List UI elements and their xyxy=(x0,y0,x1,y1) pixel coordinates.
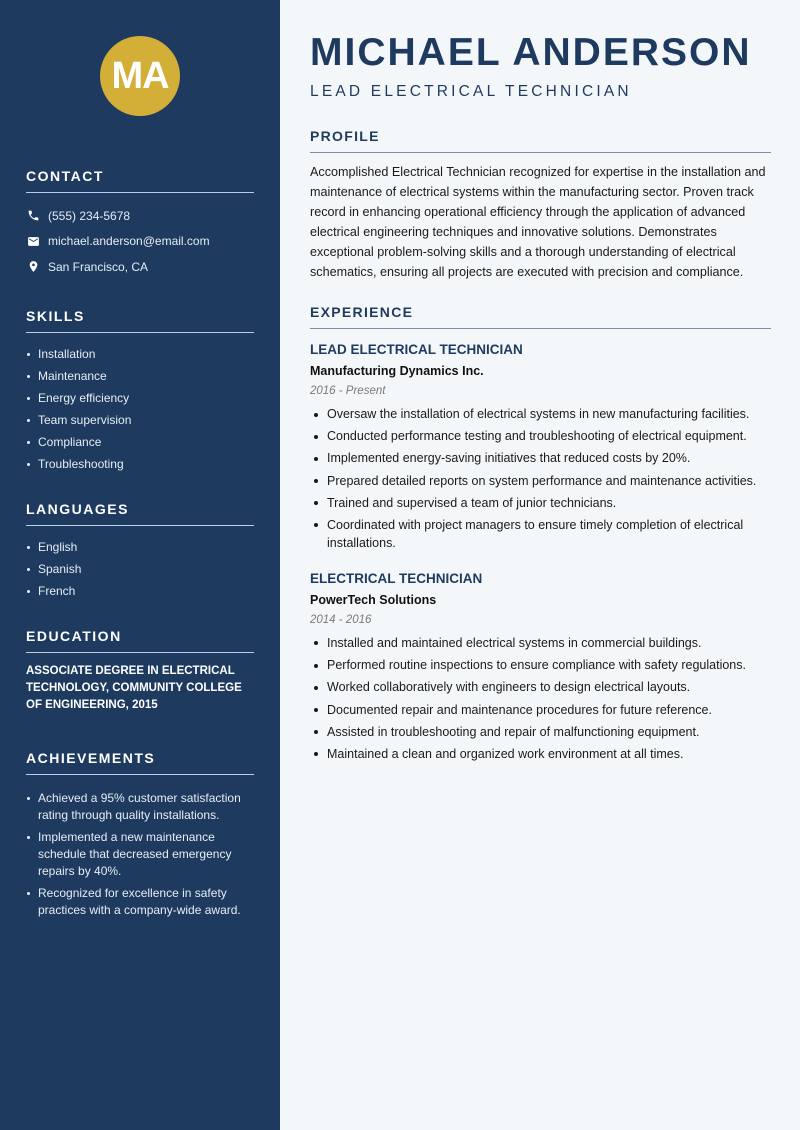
skill-item: Team supervision xyxy=(26,409,254,431)
language-item: Spanish xyxy=(26,558,254,580)
education-entry: ASSOCIATE DEGREE IN ELECTRICAL TECHNOLOGY, COMMUNITY COLLEGE OF ENGINEERING, 2015 xyxy=(26,664,242,711)
achievements-heading: ACHIEVEMENTS xyxy=(26,750,254,775)
company-name: PowerTech Solutions xyxy=(310,592,437,607)
location-text: San Francisco, CA xyxy=(48,259,149,274)
experience-section xyxy=(310,304,771,763)
achievements-list xyxy=(26,790,254,919)
phone-text[interactable]: (555) 234-5678 xyxy=(48,208,131,223)
languages-section xyxy=(26,501,254,602)
contact-email xyxy=(26,229,254,255)
duty-item: Documented repair and maintenance procedures for future reference. xyxy=(310,701,771,719)
profile-summary: Accomplished Electrical Technician recognized for expertise in the installation and maintenance of electrical systems within the manufacturing sector. Proven track record in enhancing operational efficiency through the application of advanced electrical engineering techniques and innovative solutions. Demonstrates exceptional problem-solving skills and a thorough understanding of electrical schematics, ensuring all projects are executed with precision and compliance. xyxy=(310,165,766,279)
job-dates: 2014 - 2016 xyxy=(310,613,372,626)
candidate-name: MICHAEL ANDERSON xyxy=(310,31,752,74)
duty-item: Assisted in troubleshooting and repair of malfunctioning equipment. xyxy=(310,723,771,741)
phone-icon xyxy=(26,209,40,223)
sidebar xyxy=(0,0,280,1130)
skill-item: Energy efficiency xyxy=(26,387,254,409)
main-content xyxy=(280,0,800,1130)
contact-location xyxy=(26,254,254,280)
skill-item: Troubleshooting xyxy=(26,453,254,475)
education-section xyxy=(26,628,254,714)
skill-item: Installation xyxy=(26,343,254,365)
profile-section xyxy=(310,128,771,282)
job-dates: 2016 - Present xyxy=(310,385,386,397)
duty-item: Worked collaboratively with engineers to design electrical layouts. xyxy=(310,678,771,696)
avatar-initials: MA xyxy=(111,54,169,97)
duty-item: Prepared detailed reports on system performance and maintenance activities. xyxy=(310,472,771,490)
languages-heading: LANGUAGES xyxy=(26,501,254,526)
duty-item: Installed and maintained electrical systems in commercial buildings. xyxy=(310,634,771,652)
skills-list xyxy=(26,343,254,475)
email-text[interactable]: michael.anderson@email.com xyxy=(48,234,210,249)
job-duties xyxy=(310,405,771,552)
language-item: French xyxy=(26,580,254,602)
email-icon xyxy=(26,234,40,248)
job-title: LEAD ELECTRICAL TECHNICIAN xyxy=(310,342,523,357)
languages-list xyxy=(26,536,254,602)
contact-heading: CONTACT xyxy=(26,168,254,193)
contact-section xyxy=(26,168,254,280)
location-pin-icon xyxy=(26,260,40,274)
duty-item: Performed routine inspections to ensure compliance with safety regulations. xyxy=(310,656,771,674)
job-duties xyxy=(310,634,771,763)
duty-item: Oversaw the installation of electrical systems in new manufacturing facilities. xyxy=(310,405,771,423)
job-title: ELECTRICAL TECHNICIAN xyxy=(310,570,483,586)
skills-section xyxy=(26,308,254,475)
achievements-section xyxy=(26,750,254,919)
achievement-item: Recognized for excellence in safety practices with a company-wide award. xyxy=(26,885,254,919)
duty-item: Conducted performance testing and troubleshooting of electrical equipment. xyxy=(310,427,771,445)
profile-heading: PROFILE xyxy=(310,128,771,153)
achievement-item: Achieved a 95% customer satisfaction rating through quality installations. xyxy=(26,790,254,824)
skill-item: Maintenance xyxy=(26,365,254,387)
achievement-item: Implemented a new maintenance schedule that decreased emergency repairs by 40%. xyxy=(26,829,254,880)
duty-item: Coordinated with project managers to ensure timely completion of electrical installations. xyxy=(310,516,771,552)
duty-item: Trained and supervised a team of junior technicians. xyxy=(310,494,771,512)
contact-phone xyxy=(26,203,254,229)
company-name: Manufacturing Dynamics Inc. xyxy=(310,364,484,378)
duty-item: Maintained a clean and organized work environment at all times. xyxy=(310,745,771,763)
duty-item: Implemented energy-saving initiatives that reduced costs by 20%. xyxy=(310,449,771,467)
job-entry xyxy=(310,570,771,763)
job-entry xyxy=(310,341,771,552)
education-heading: EDUCATION xyxy=(26,628,254,653)
avatar xyxy=(100,36,180,116)
experience-heading: EXPERIENCE xyxy=(310,304,771,329)
language-item: English xyxy=(26,536,254,558)
contact-list xyxy=(26,203,254,280)
skills-heading: SKILLS xyxy=(26,308,254,333)
skill-item: Compliance xyxy=(26,431,254,453)
candidate-title: LEAD ELECTRICAL TECHNICIAN xyxy=(310,83,632,100)
